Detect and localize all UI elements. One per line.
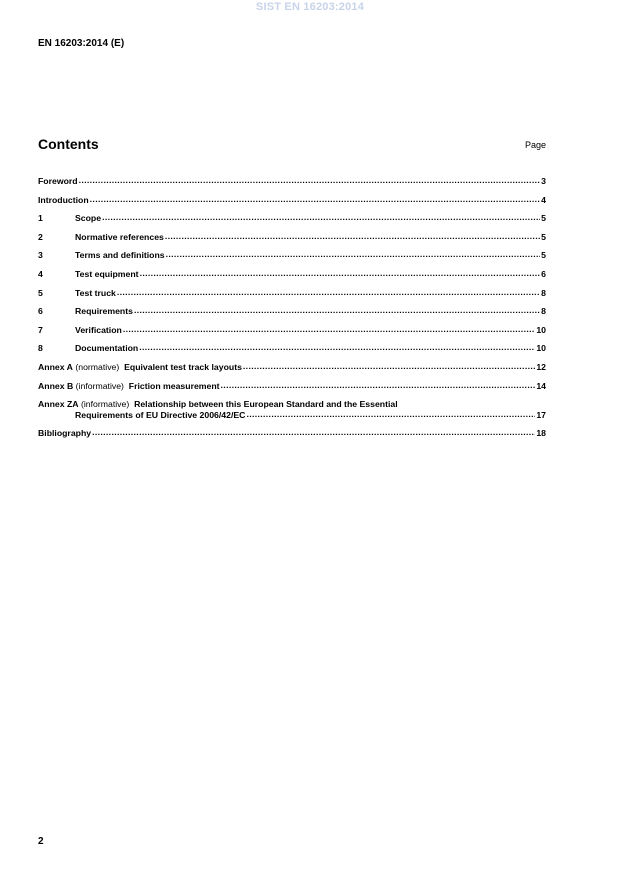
toc-entry-annex-b[interactable] [38, 381, 546, 400]
toc-entry-title-continued: Requirements of EU Directive 2006/42/EC [75, 410, 246, 421]
toc-entry-title: Test truck [75, 287, 116, 298]
toc-entry-annex-a[interactable] [38, 362, 546, 381]
annex-kind: (informative) [80, 399, 130, 410]
toc-entry-title: Test equipment [75, 268, 139, 279]
toc-entry-number: 4 [38, 268, 43, 279]
toc-entry-title: Verification [75, 324, 122, 335]
dot-leader [117, 287, 540, 298]
dot-leader [90, 194, 540, 205]
toc-entry-title: Friction measurement [128, 380, 220, 391]
toc-entry-title: Requirements [75, 306, 133, 317]
page-number: 2 [38, 836, 44, 847]
toc-entry-number: 6 [38, 306, 43, 317]
dot-leader [102, 212, 540, 223]
toc-entry-page: 8 [541, 306, 546, 317]
toc-entry-test-truck[interactable] [38, 288, 546, 307]
toc-entry-page: 10 [536, 324, 546, 335]
toc-entry-page: 5 [541, 213, 546, 224]
toc-entry-number: 7 [38, 324, 43, 335]
toc-entry-terms-and-definitions[interactable] [38, 250, 546, 269]
dot-leader [165, 231, 540, 242]
toc-entry-page: 10 [536, 343, 546, 354]
contents-title: Contents [38, 136, 99, 152]
toc-entry-number: 8 [38, 343, 43, 354]
toc-entry-introduction[interactable] [38, 195, 546, 214]
dot-leader [139, 342, 535, 353]
toc-entry-normative-references[interactable] [38, 232, 546, 251]
toc-entry-title: Equivalent test track layouts [124, 361, 242, 372]
annex-label: Annex B [38, 380, 74, 391]
toc-entry-requirements[interactable] [38, 306, 546, 325]
toc-entry-bibliography[interactable] [38, 428, 546, 447]
toc-entry-test-equipment[interactable] [38, 269, 546, 288]
toc-entry-page: 6 [541, 268, 546, 279]
dot-leader [243, 361, 535, 372]
annex-kind: (informative) [75, 380, 124, 391]
toc-entry-number: 5 [38, 287, 43, 298]
dot-leader [79, 175, 541, 186]
dot-leader [221, 380, 536, 391]
toc-entry-title: Scope [75, 213, 102, 224]
watermark: SIST EN 16203:2014 [255, 1, 365, 13]
dot-leader [246, 409, 535, 420]
toc-entry-title: Documentation [75, 343, 139, 354]
dot-leader [123, 324, 535, 335]
toc-entry-page: 8 [541, 287, 546, 298]
toc-entry-page: 14 [536, 380, 546, 391]
toc-entry-title: Foreword [38, 176, 78, 186]
toc-entry-page: 5 [541, 250, 546, 261]
toc-entry-page: 17 [536, 410, 546, 421]
toc-entry-title: Normative references [75, 231, 164, 242]
toc-entry-foreword[interactable] [38, 176, 546, 195]
toc-entry-verification[interactable] [38, 325, 546, 344]
annex-kind: (normative) [75, 361, 120, 372]
toc-entry-title: Relationship between this European Standard and the Essential [134, 399, 398, 410]
toc-entry-page: 5 [541, 231, 546, 242]
toc-entry-title: Introduction [38, 194, 89, 205]
toc-entry-title: Terms and definitions [75, 250, 165, 261]
document-id: EN 16203:2014 (E) [38, 38, 125, 49]
annex-label: Annex A [38, 361, 73, 372]
toc-entry-number: 1 [38, 213, 43, 224]
annex-label: Annex ZA [38, 399, 79, 410]
dot-leader [92, 427, 535, 438]
toc-entry-page: 12 [536, 361, 546, 372]
toc-entry-number: 3 [38, 250, 43, 261]
toc-entry-scope[interactable] [38, 213, 546, 232]
page-column-label: Page [524, 140, 546, 150]
toc-entry-number: 2 [38, 231, 43, 242]
toc-entry-page: 3 [541, 176, 546, 186]
toc-entry-title: Bibliography [38, 428, 92, 439]
dot-leader [134, 305, 540, 316]
toc-entry-documentation[interactable] [38, 343, 546, 362]
toc-entry-page: 18 [536, 428, 546, 439]
toc-entry-page: 4 [541, 194, 546, 205]
dot-leader [166, 249, 541, 260]
dot-leader [140, 268, 541, 279]
toc-entry-annex-za[interactable] [38, 399, 546, 428]
table-of-contents [38, 176, 546, 447]
